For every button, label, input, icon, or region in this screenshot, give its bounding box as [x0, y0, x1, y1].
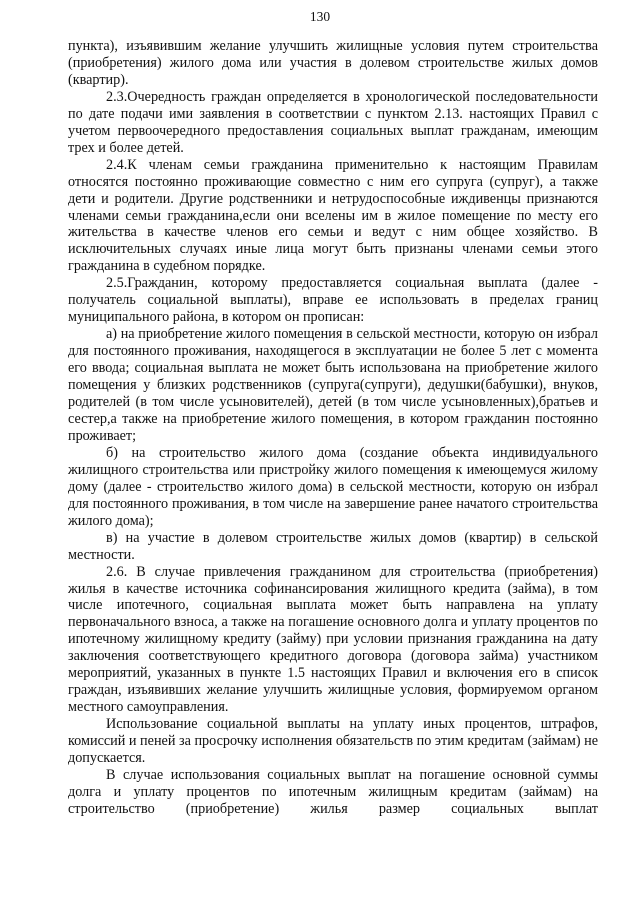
paragraph-2-3: 2.3.Очередность граждан определяется в хронологической последовательности по дате подачи ими заявления в соответствии с пунктом 2.13. настоящих Правил с учетом первоочередного предоставления социальных выплат гражданам, имеющим трех и более детей.	[68, 88, 598, 156]
paragraph-2-5-a: а) на приобретение жилого помещения в сельской местности, которую он избрал для постоянного проживания, находящегося в эксплуатации не более 5 лет с момента его ввода; социальная выплата не может быть использована на приобретение жилого помещения у близких родственников (супруга(супруги), дедушки(бабушки), внуков, родителей (в том числе усыновителей), детей (в том числе усыновленных),братьев и сестер,а также на приобретение жилого помещения, в котором гражданин постоянно проживает;	[68, 326, 598, 444]
document-body	[68, 38, 598, 818]
paragraph-2-6-mortgage: В случае использования социальных выплат на погашение основной суммы долга и уплату процентов по ипотечным жилищным кредитам (займам) на строительство (приобретение) жилья размер социальных выплат	[68, 766, 598, 817]
paragraph-2-6-penalties: Использование социальной выплаты на уплату иных процентов, штрафов, комиссий и пеней за просрочку исполнения обязательств по этим кредитам (займам) не допускается.	[68, 716, 598, 767]
paragraph-2-6: 2.6. В случае привлечения гражданином для строительства (приобретения) жилья в качестве источника софинансирования жилищного кредита (займа), в том числе ипотечного, социальная выплата может быть направлена на уплату первоначального взноса, а также на погашение основного долга и уплату процентов по ипотечному жилищному кредиту (займу) при условии признания гражданина на дату заключения соответствующего кредитного договора (договора займа) участником мероприятий, указанных в пункте 1.5 настоящих Правил и включения его в список граждан, изъявивших желание улучшить жилищные условия, формируемом органом местного самоуправления.	[68, 563, 598, 716]
paragraph-continuation: пункта), изъявившим желание улучшить жилищные условия путем строительства (приобретения) жилого дома или участия в долевом строительстве жилых домов (квартир).	[68, 38, 598, 88]
paragraph-2-5-b: б) на строительство жилого дома (создание объекта индивидуального жилищного строительства или пристройку жилого помещения к имеющемуся жилому дому (далее - строительство жилого дома) в сельской местности, которую он избрал для постоянного проживания, в том числе на завершение ранее начатого строительства жилого дома);	[68, 444, 598, 529]
paragraph-2-4: 2.4.К членам семьи гражданина применительно к настоящим Правилам относятся постоянно проживающие совместно с ним его супруга (супруг), а также дети и родители. Другие родственники и нетрудоспособные иждивенцы признаются членами семьи гражданина,если они вселены им в жилое помещение по месту его жительства в качестве членов его семьи и ведут с ним общее хозяйство. В исключительных случаях иные лица могут быть признаны членами семьи этого гражданина в судебном порядке.	[68, 156, 598, 275]
paragraph-2-5-v: в) на участие в долевом строительстве жилых домов (квартир) в сельской местности.	[68, 529, 598, 563]
page-number: 130	[309, 9, 331, 24]
paragraph-2-5: 2.5.Гражданин, которому предоставляется социальная выплата (далее - получатель социальной выплаты), вправе ее использовать в пределах границ муниципального района, в котором он прописан:	[68, 275, 598, 326]
